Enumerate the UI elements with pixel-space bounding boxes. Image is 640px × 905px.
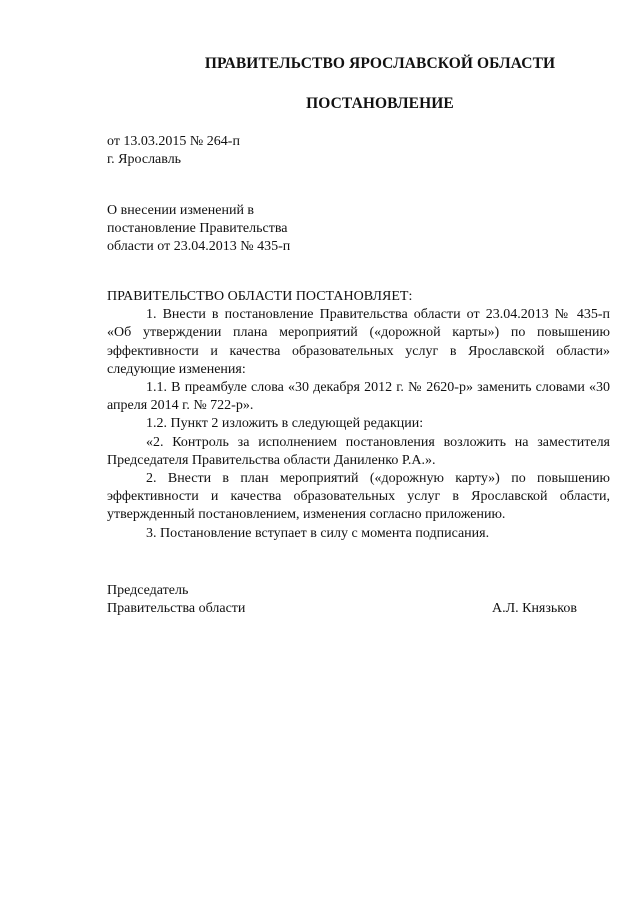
body-paragraph: 1. Внести в постановление Правительства области от 23.04.2013 № 435-п «Об утверждении плана мероприятий («дорожной карты») по повышению эффективности и качества образовательных услуг в Ярославской области» следующие изменения: [107,307,610,377]
body-paragraph: 1.2. Пункт 2 изложить в следующей редакции: [146,416,424,432]
body-paragraph: 3. Постановление вступает в силу с момента подписания. [146,525,490,541]
date-number: от 13.03.2015 № 264-п [107,134,240,149]
subject-line: О внесении изменений в [107,203,255,218]
document-type-title: ПОСТАНОВЛЕНИЕ [306,95,454,112]
body-paragraph: 1.1. В преамбуле слова «30 декабря 2012 г. № 2620-р» заменить словами «30 апреля 2014 г. № 722-р». [107,380,610,414]
document-meta [107,133,240,169]
subject-line: постановление Правительства [107,221,288,236]
subject-line: области от 23.04.2013 № 435-п [107,239,291,254]
document-subject [107,202,290,256]
document-body [107,288,610,543]
resolution-opening: ПРАВИТЕЛЬСТВО ОБЛАСТИ ПОСТАНОВЛЯЕТ: [107,289,413,304]
city: г. Ярославль [107,152,182,167]
body-paragraph: «2. Контроль за исполнением постановления возложить на заместителя Председателя Правительства области Даниленко Р.А.». [107,434,610,468]
organization-title: ПРАВИТЕЛЬСТВО ЯРОСЛАВСКОЙ ОБЛАСТИ [204,55,556,72]
signer-name: А.Л. Князьков [492,601,577,616]
signature-title [107,582,245,618]
signer-title-line: Правительства области [107,601,246,616]
body-paragraph: 2. Внести в план мероприятий («дорожную карту») по повышению эффективности и качества образовательных услуг в Ярославской области, утвержденный постановлением, изменения согласно приложению. [107,471,610,523]
signer-title-line: Председатель [107,583,189,598]
